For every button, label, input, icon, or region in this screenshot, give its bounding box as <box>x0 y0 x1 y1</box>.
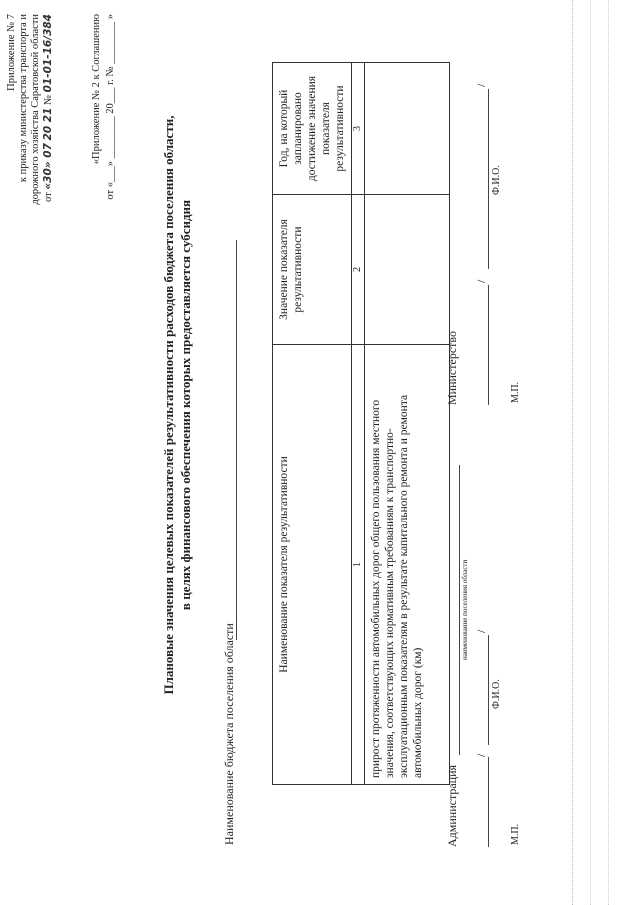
agreement-ref-line1: «Приложение № 2 к Соглашению <box>91 14 102 165</box>
ministry-signature-slash: / <box>474 279 488 283</box>
ministry-stamp-label: М.П. <box>510 381 521 403</box>
table-row <box>365 63 450 785</box>
header-indicator-value: Значение показателя результативности <box>273 195 352 345</box>
appendix-order-ref: к приказу министерства транспорта и <box>18 14 29 183</box>
document-title <box>160 55 194 755</box>
admin-signature-slash: / <box>474 753 488 757</box>
admin-fio-line <box>488 635 489 745</box>
scan-edge-lines <box>572 0 640 905</box>
appendix-year-handwritten: 20 21 <box>42 107 54 141</box>
agreement-ref-line2: от «___» ________ 20___ г. № ________ » <box>105 14 116 200</box>
appendix-num-prefix: № <box>43 94 54 105</box>
appendix-date-handwritten: «30» 07 <box>42 143 54 190</box>
indicator-description: прирост протяженности автомобильных дорог общего пользования местного значения, соответствующих нормативным требованиям к транспортно-эксплуатационным показателям в результате капитального ремонта и ремонта автомобильных дорог (км) <box>365 345 450 785</box>
header-indicator-name: Наименование показателя результативности <box>273 345 352 785</box>
admin-org-caption: наименование поселения области <box>461 559 469 660</box>
budget-name-label: Наименование бюджета поселения области <box>222 623 236 845</box>
ministry-signature-line <box>488 285 489 405</box>
appendix-ministry: дорожного хозяйства Саратовской области <box>30 14 41 205</box>
budget-name-underline <box>236 240 237 640</box>
admin-org-underline <box>459 465 460 755</box>
table-header-row <box>273 63 352 785</box>
header-target-year: Год, на который запланировано достижение значения показателя результативности <box>273 63 352 195</box>
appendix-date-prefix: от <box>43 192 54 202</box>
admin-fio-label: Ф.И.О. <box>491 679 502 709</box>
ministry-fio-slash: / <box>474 83 488 87</box>
title-line1: Плановые значения целевых показателей результативности расходов бюджета поселения области, <box>161 115 176 695</box>
indicators-table <box>272 62 450 785</box>
ministry-fio-line <box>488 89 489 269</box>
column-number-2: 2 <box>352 195 365 345</box>
appendix-date-line <box>42 14 55 205</box>
appendix-order-number: 01-01-16/384 <box>42 14 54 93</box>
ministry-fio-label: Ф.И.О. <box>491 165 502 195</box>
appendix-number: Приложение № 7 <box>6 14 17 91</box>
target-year-cell <box>365 63 450 195</box>
admin-org-label: Администрация <box>445 764 459 847</box>
ministry-org-label: Министерство <box>445 331 459 405</box>
agreement-reference <box>90 14 118 200</box>
column-number-3: 3 <box>352 63 365 195</box>
admin-stamp-label: М.П. <box>510 823 521 845</box>
table-number-row <box>352 63 365 785</box>
admin-fio-slash: / <box>474 629 488 633</box>
indicator-value-cell <box>365 195 450 345</box>
admin-signature-line <box>488 757 489 847</box>
appendix-block <box>6 14 55 205</box>
column-number-1: 1 <box>352 345 365 785</box>
title-line2: в целях финансового обеспечения которых предоставляется субсидия <box>178 199 193 611</box>
